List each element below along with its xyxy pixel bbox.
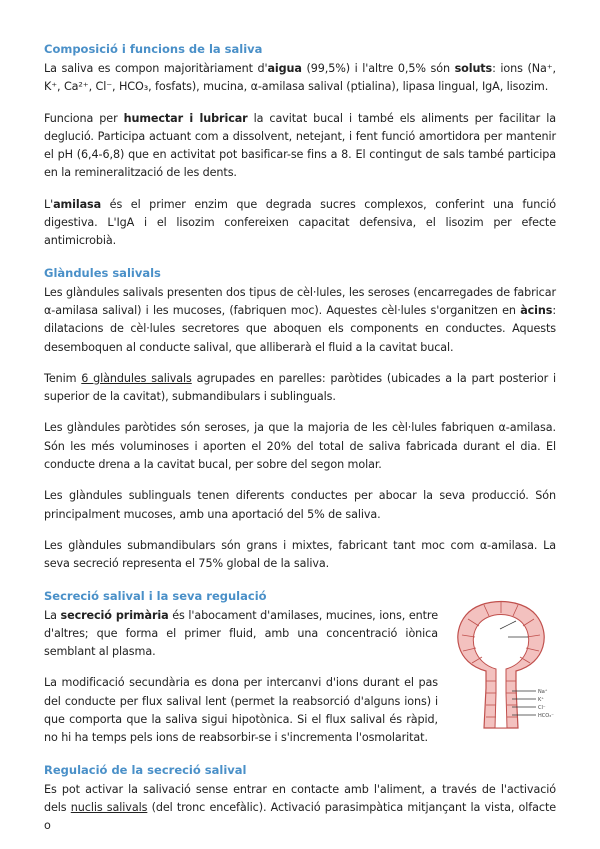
ion-label-na: Na⁺ bbox=[538, 688, 548, 695]
ion-label-hco3: HCO₃⁻ bbox=[538, 712, 554, 719]
paragraph-functions: Funciona per humectar i lubricar la cavitat bucal i també els aliments per facilitar la deglució. Participa actuant com a dissolvent, netejant, i fent funció amortidora per mantenir el pH (6,4-6,8) que en activitat pot basificar-se fins a 8. El contingut de sals també participa en la remineralització de les dents. bbox=[44, 111, 556, 180]
paragraph-secondary-modification: La modificació secundària es dona per intercanvi d'ions durant el pas del conducte per flux salival lent (permet la reabsorció d'alguns ions) i que comporta que la saliva sigui hipotònica. Si el flux salival és ràpid, no hi ha temps pels ions de reabsorbir-se i s'incrementa l'osmolaritat. bbox=[44, 676, 438, 745]
ion-label-cl: Cl⁻ bbox=[538, 704, 546, 711]
secretion-section bbox=[44, 587, 556, 748]
acinus-duct-diagram bbox=[446, 593, 556, 733]
section-title-secretion: Secreció salival i la seva regulació bbox=[44, 588, 267, 603]
ion-label-k: K⁺ bbox=[538, 696, 544, 703]
paragraph-submandibular: Les glàndules submandibulars són grans i mixtes, fabricant tant moc com α-amilasa. La seva secreció representa el 75% global de la saliva. bbox=[44, 538, 556, 571]
paragraph-primary-secretion: La secreció primària és l'abocament d'amilases, mucines, ions, entre d'altres; que forma el primer fluid, amb una concentració iònica semblant al plasma. bbox=[44, 608, 438, 659]
paragraph-sublingual: Les glàndules sublinguals tenen diferents conductes per abocar la seva producció. Són principalment mucoses, amb una aportació del 5% de saliva. bbox=[44, 489, 556, 521]
section-title-regulation: Regulació de la secreció salival bbox=[44, 762, 247, 777]
paragraph-six-glands: Tenim 6 glàndules salivals agrupades en parelles: paròtides (ubicades a la part posterior i superior de la cavitat), submandibulars i sublinguals. bbox=[44, 371, 557, 404]
paragraph-amylase: L'amilasa és el primer enzim que degrada sucres complexos, conferint una funció digestiva. L'IgA i el lisozim confereixen capacitat defensiva, el lisozim per efecte antimicrobià. bbox=[44, 197, 556, 248]
paragraph-parotid: Les glàndules paròtides són seroses, ja que la majoria de les cèl·lules fabriquen α-amilasa. Són les més voluminoses i aporten el 20% del total de saliva fabricada durant el dia. El conducte drena a la cavitat bucal, per sobre del segon molar. bbox=[44, 421, 556, 472]
paragraph-composition: La saliva es compon majoritàriament d'aigua (99,5%) i l'altre 0,5% són soluts: ions (Na⁺, K⁺, Ca²⁺, Cl⁻, HCO₃, fosfats), mucina, α-amilasa salival (ptialina), lipasa lingual, IgA, lisozim. bbox=[44, 62, 557, 94]
paragraph-cell-types: Les glàndules salivals presenten dos tipus de cèl·lules, les seroses (encarregades de fabricar α-amilasa salival) i les mucoses, (fabriquen moc). Aquestes cèl·lules s'organitzen en àcins: dilatacions de cèl·lules secretores que aboquen els components en conductes. Aquests desemboquen al conducte salival, que alliberarà el fluid a la cavitat bucal. bbox=[44, 285, 556, 354]
section-title-glands: Glàndules salivals bbox=[44, 265, 161, 280]
section-title-composition: Composició i funcions de la saliva bbox=[44, 42, 263, 56]
acinus-lumen bbox=[473, 614, 528, 728]
document-page bbox=[44, 40, 556, 849]
paragraph-regulation: Es pot activar la salivació sense entrar en contacte amb l'aliment, a través de l'activació dels nuclis salivals (del tronc encefàlic). Activació parasimpàtica mitjançant la vista, olfacte o bbox=[44, 782, 557, 833]
